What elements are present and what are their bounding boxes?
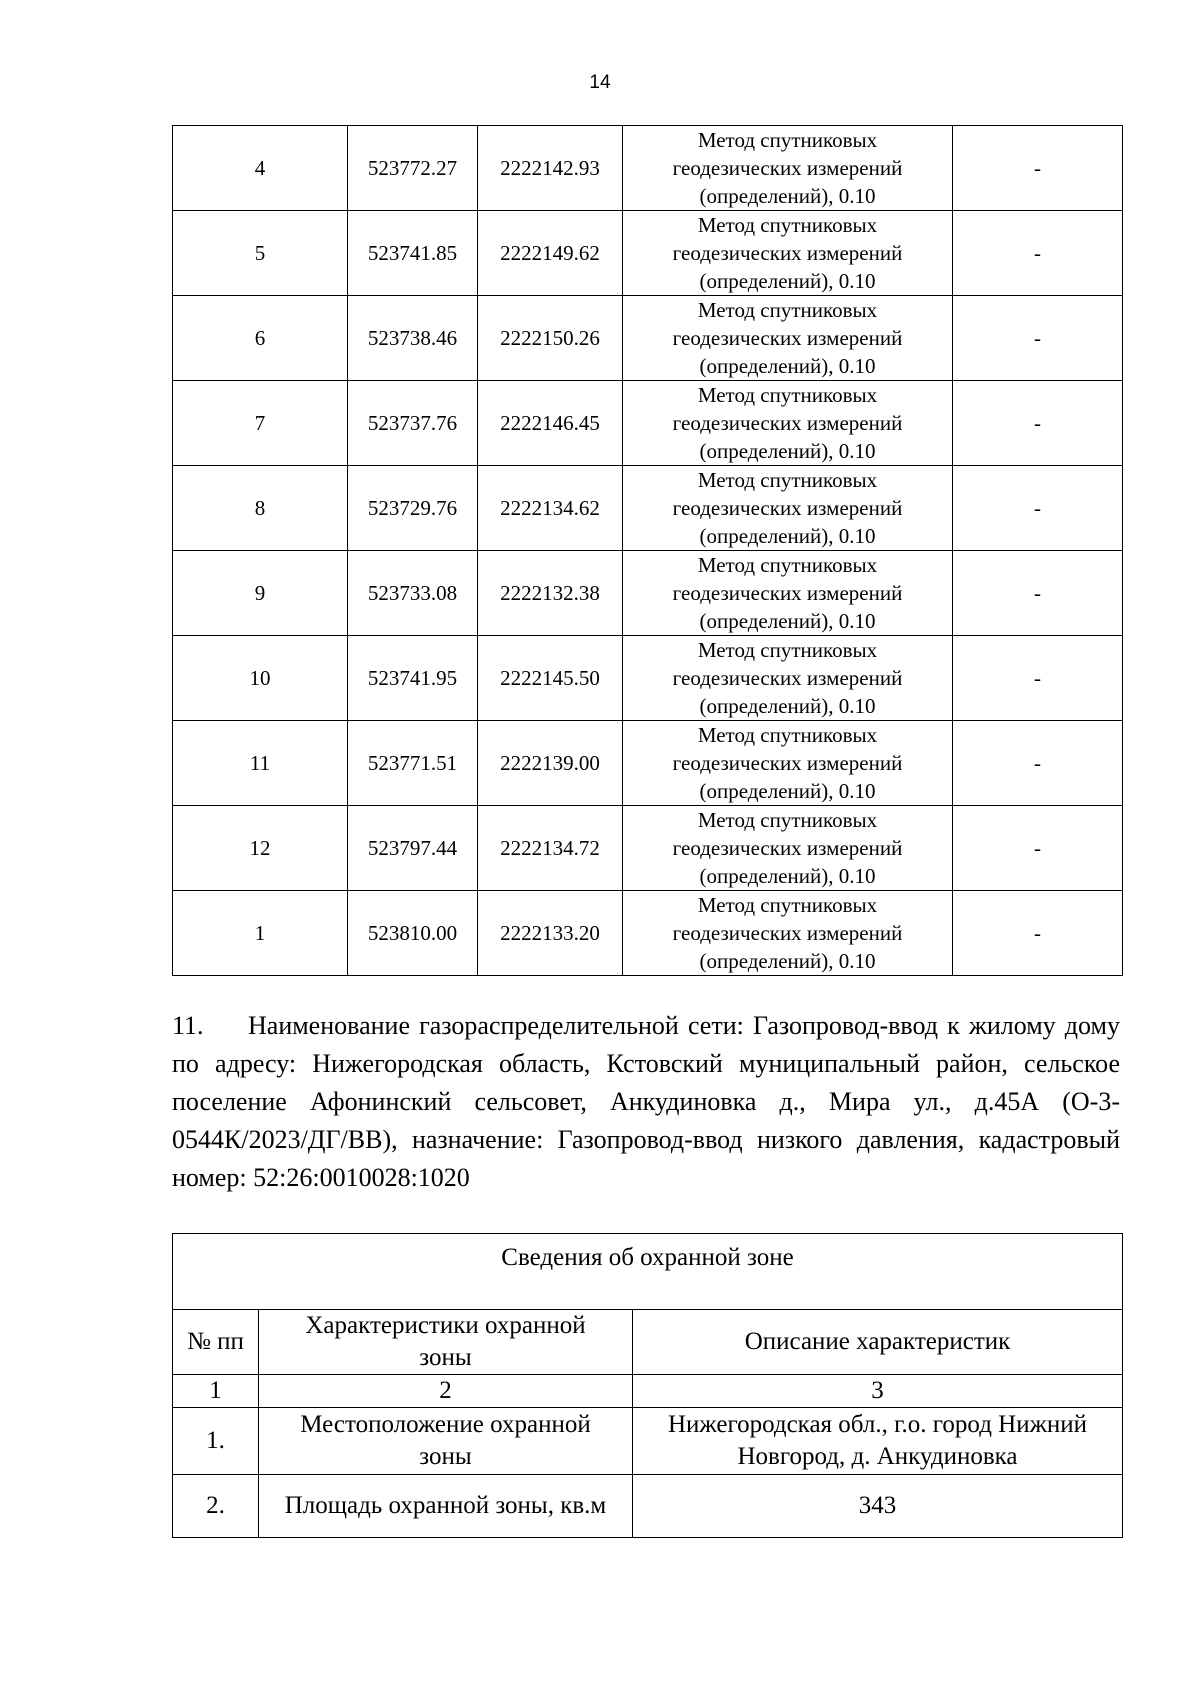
method-line: геодезических измерений — [672, 326, 903, 350]
coordinate-y: 2222133.20 — [478, 891, 623, 976]
coordinate-y: 2222132.38 — [478, 551, 623, 636]
method-line: (определений), 0.10 — [699, 184, 876, 208]
point-note: - — [953, 381, 1123, 466]
coordinate-row — [173, 466, 1123, 551]
method-line: геодезических измерений — [672, 666, 903, 690]
zone-row-desc — [633, 1408, 1123, 1475]
point-number: 12 — [173, 806, 348, 891]
method-cell — [623, 211, 953, 296]
zone-row-desc-line: Нижегородская обл., г.о. город Нижний — [667, 1411, 1088, 1438]
zone-row-num: 1. — [173, 1408, 259, 1475]
point-note: - — [953, 551, 1123, 636]
method-cell — [623, 721, 953, 806]
zone-row-char — [259, 1408, 633, 1475]
index-cell: 3 — [633, 1375, 1123, 1408]
coordinate-x: 523741.95 — [348, 636, 478, 721]
section-number: 11. — [172, 1011, 204, 1040]
coordinate-x: 523741.85 — [348, 211, 478, 296]
zone-row-num: 2. — [173, 1475, 259, 1538]
coordinate-y: 2222134.62 — [478, 466, 623, 551]
point-note: - — [953, 721, 1123, 806]
method-line: (определений), 0.10 — [699, 949, 876, 973]
coordinate-y: 2222150.26 — [478, 296, 623, 381]
protection-zone-table — [172, 1233, 1123, 1538]
coordinates-table — [172, 125, 1123, 976]
coordinate-x: 523737.76 — [348, 381, 478, 466]
method-cell — [623, 551, 953, 636]
method-line: геодезических измерений — [672, 411, 903, 435]
point-note: - — [953, 891, 1123, 976]
method-cell — [623, 296, 953, 381]
zone-row-char: Площадь охранной зоны, кв.м — [259, 1475, 633, 1538]
coordinate-y: 2222134.72 — [478, 806, 623, 891]
coordinate-y: 2222146.45 — [478, 381, 623, 466]
method-line: Метод спутниковых — [697, 213, 878, 237]
coordinate-x: 523772.27 — [348, 126, 478, 211]
point-note: - — [953, 126, 1123, 211]
section-paragraph — [172, 1007, 1120, 1197]
coordinate-x: 523771.51 — [348, 721, 478, 806]
header-num: № пп — [173, 1310, 259, 1375]
method-cell — [623, 891, 953, 976]
coordinate-y: 2222149.62 — [478, 211, 623, 296]
coordinate-row — [173, 721, 1123, 806]
coordinate-row — [173, 126, 1123, 211]
point-number: 1 — [173, 891, 348, 976]
point-number: 9 — [173, 551, 348, 636]
method-line: (определений), 0.10 — [699, 864, 876, 888]
point-number: 7 — [173, 381, 348, 466]
header-characteristics-line: Характеристики охранной — [305, 1312, 586, 1339]
point-number: 5 — [173, 211, 348, 296]
point-number: 6 — [173, 296, 348, 381]
method-line: Метод спутниковых — [697, 808, 878, 832]
method-line: (определений), 0.10 — [699, 609, 876, 633]
coordinate-row — [173, 211, 1123, 296]
method-line: (определений), 0.10 — [699, 524, 876, 548]
zone-table-title: Сведения об охранной зоне — [173, 1234, 1123, 1310]
coordinate-x: 523733.08 — [348, 551, 478, 636]
header-characteristics — [259, 1310, 633, 1375]
method-line: геодезических измерений — [672, 751, 903, 775]
method-line: Метод спутниковых — [697, 298, 878, 322]
point-number: 10 — [173, 636, 348, 721]
point-note: - — [953, 806, 1123, 891]
coordinate-x: 523810.00 — [348, 891, 478, 976]
method-cell — [623, 466, 953, 551]
method-line: Метод спутниковых — [697, 383, 878, 407]
index-cell: 2 — [259, 1375, 633, 1408]
method-line: (определений), 0.10 — [699, 779, 876, 803]
method-line: (определений), 0.10 — [699, 269, 876, 293]
point-number: 4 — [173, 126, 348, 211]
coordinate-x: 523729.76 — [348, 466, 478, 551]
page-number: 14 — [589, 72, 611, 93]
method-line: геодезических измерений — [672, 581, 903, 605]
method-line: геодезических измерений — [672, 921, 903, 945]
method-line: Метод спутниковых — [697, 468, 878, 492]
method-line: (определений), 0.10 — [699, 439, 876, 463]
zone-row-desc: 343 — [633, 1475, 1123, 1538]
method-cell — [623, 381, 953, 466]
point-note: - — [953, 211, 1123, 296]
zone-row-char-line: зоны — [419, 1443, 472, 1470]
method-line: Метод спутниковых — [697, 723, 878, 747]
header-description: Описание характеристик — [633, 1310, 1123, 1375]
method-cell — [623, 806, 953, 891]
point-number: 11 — [173, 721, 348, 806]
method-line: (определений), 0.10 — [699, 694, 876, 718]
method-line: Метод спутниковых — [697, 553, 878, 577]
zone-row-char-line: Местоположение охранной — [300, 1411, 591, 1438]
method-line: Метод спутниковых — [697, 893, 878, 917]
point-note: - — [953, 296, 1123, 381]
method-line: Метод спутниковых — [697, 128, 878, 152]
coordinate-x: 523797.44 — [348, 806, 478, 891]
coordinate-row — [173, 551, 1123, 636]
point-note: - — [953, 466, 1123, 551]
method-cell — [623, 636, 953, 721]
index-cell: 1 — [173, 1375, 259, 1408]
method-line: геодезических измерений — [672, 836, 903, 860]
coordinate-row — [173, 296, 1123, 381]
coordinate-row — [173, 806, 1123, 891]
coordinate-y: 2222139.00 — [478, 721, 623, 806]
point-number: 8 — [173, 466, 348, 551]
header-characteristics-line: зоны — [419, 1344, 472, 1371]
zone-row-desc-line: Новгород, д. Анкудиновка — [737, 1443, 1018, 1470]
coordinate-row — [173, 381, 1123, 466]
method-line: геодезических измерений — [672, 496, 903, 520]
section-text: Наименование газораспределительной сети: Газопровод-ввод к жилому дому по адресу: Нижегородская область, Кстовский муниципальный район, сельское поселение Афонинский сельсовет, Анкудиновка д., Мира ул., д.45А (О-3-0544К/2023/ДГ/ВВ), назначение: Газопровод-ввод низкого давления, кадастровый номер: 52:26:0010028:1020 — [172, 1011, 1120, 1192]
method-line: (определений), 0.10 — [699, 354, 876, 378]
method-line: Метод спутниковых — [697, 638, 878, 662]
coordinate-row — [173, 891, 1123, 976]
method-cell — [623, 126, 953, 211]
method-line: геодезических измерений — [672, 241, 903, 265]
coordinate-y: 2222142.93 — [478, 126, 623, 211]
coordinate-row — [173, 636, 1123, 721]
coordinate-x: 523738.46 — [348, 296, 478, 381]
point-note: - — [953, 636, 1123, 721]
method-line: геодезических измерений — [672, 156, 903, 180]
coordinate-y: 2222145.50 — [478, 636, 623, 721]
